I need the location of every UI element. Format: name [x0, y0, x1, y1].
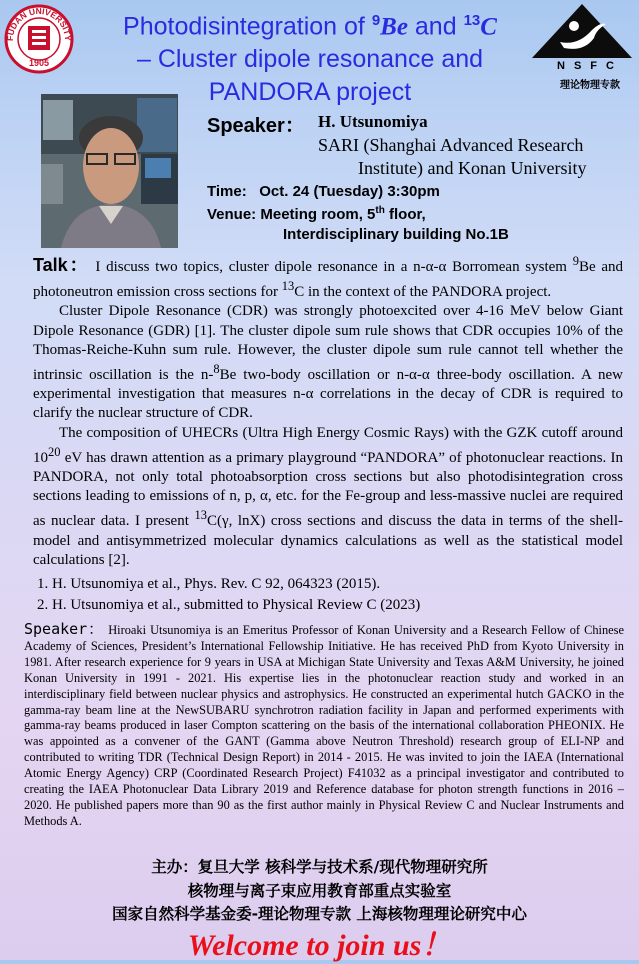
nsfc-letters: NSFC: [557, 60, 623, 72]
fudan-logo-year: 1905: [28, 58, 50, 68]
fudan-logo-text: FUDAN UNIVERSITY: [4, 5, 74, 42]
reference-list: [33, 574, 623, 616]
talk-time: [207, 183, 440, 200]
abstract-paragraph-2: Cluster Dipole Resonance (CDR) was strongly photoexcited over 4-16 MeV below Giant Dipole Resonance (GDR) [1]. The cluster dipole sum rule shows that CDR occupies 10% of the Thomas-Reiche-Kuhn sum rule. However, the cluster dipole sum rule cannot tell whether the intrinsic oscillation is the n-$^8$Be two-body oscillation or n-α-α three-body oscillation. A new experimental investigation that measures n-α correlations in the decay of CDR is required to clarify the nuclear structure of CDR.: [33, 303, 623, 422]
speaker-affiliation-line-1: SARI (Shanghai Advanced Research: [318, 135, 584, 155]
speaker-affiliation-line-2: Institute) and Konan University: [358, 158, 587, 178]
title-line-3: PANDORA project: [208, 78, 412, 107]
welcome-banner: Welcome to join us！: [187, 929, 452, 962]
speaker-bio: [24, 622, 624, 830]
organizer-line-1: 主办：复旦大学 核科学与技术系/现代物理研究所: [151, 858, 488, 876]
title-line-2: – Cluster dipole resonance and: [136, 45, 484, 74]
fudan-university-logo: [4, 4, 74, 74]
bio-text: Hiroaki Utsunomiya is an Emeritus Professor of Konan University and a Research Fellow of Chinese Academy of Sciences, President’s International Fellowship Initiative. He has received PhD from Kyoto University in 1981. After research experience for 9 years in USA at Michigan State University and Texas A&M University, he joined Konan University in 1991 - 2021. His expertise lies in the photonuclear reaction study and worked in an interdisciplinary field between nuclear physics and astrophysics. He constructed an experimental hutch GACKO in the gamma-ray beam line at the NewSUBARU synchrotron radiation facility in Japan and performed experiments with gamma-ray beams produced in laser Compton scattering on the basis of the international collaboration PHEONIX. He was appointed as a convener of the GANT (Gamma above Neutron Threshold) research group of ELI-NP and contributed to writing TDR (Technical Design Report) in 2014 - 2015. He was invited to join the IAEA (International Atomic Energy Agency) CRP (Coordinated Research Project) F41032 as a principal investigator and contributed to creating the IAEA Photonuclear Data Library 2019 and Reference database for photon strength functions in 2016 – 2020. He published papers more than 90 as the first author mainly in Physical Review C and Nuclear Instruments and Methods A.: [24, 623, 624, 828]
title-line-1: Photodisintegration of $^9$Be and $^{13}$C: [123, 12, 497, 41]
time-label: Time:: [207, 183, 247, 200]
nsfc-subtitle: 理论物理专款: [560, 80, 620, 91]
bio-label: Speaker：: [24, 620, 105, 638]
talk-venue: Venue: Meeting room, 5th floor,: [207, 205, 426, 223]
talk-label: Talk：: [33, 255, 90, 275]
abstract-paragraph-1: Talk： I discuss two topics, cluster dipole resonance in a n-α-α Borromean system $^9$Be and photoneutron emission cross sections for $^{13}$C in the context of the PANDORA project.: [33, 254, 624, 301]
organizer-line-3: 国家自然科学基金委-理论物理专款 上海核物理理论研究中心: [112, 905, 527, 923]
speaker-photo: [41, 94, 178, 248]
venue-building: Interdisciplinary building No.1B: [283, 226, 509, 243]
time-value: Oct. 24 (Tuesday) 3:30pm: [259, 183, 440, 200]
speaker-name: H. Utsunomiya: [318, 112, 428, 131]
speaker-label: Speaker：: [207, 115, 305, 137]
abstract-paragraph-3: The composition of UHECRs (Ultra High Energy Cosmic Rays) with the GZK cutoff around $10^{20}$ eV has drawn attention as a primary playground “PANDORA” of photonuclear reactions. In PANDORA, not only total photoabsorption cross sections but also photodisintegration cross sections leading to emissions of n, p, α, etc. for the Fe-group and less-massive nuclei are required as nuclear data. I present $^{13}$C(γ, lnX) cross sections and discuss the data in terms of the shell-model and antisymmetrized molecular dynamics calculations as well as the statistical model calculations [2].: [33, 424, 624, 568]
talk-abstract: [33, 252, 623, 570]
reference-item: 2. H. Utsunomiya et al., submitted to Physical Review C (2023): [37, 597, 421, 613]
reference-item: 1. H. Utsunomiya et al., Phys. Rev. C 92, 064323 (2015).: [37, 576, 381, 592]
venue-label: Venue:: [207, 206, 257, 223]
organizer-line-2: 核物理与离子束应用教育部重点实验室: [187, 882, 452, 900]
